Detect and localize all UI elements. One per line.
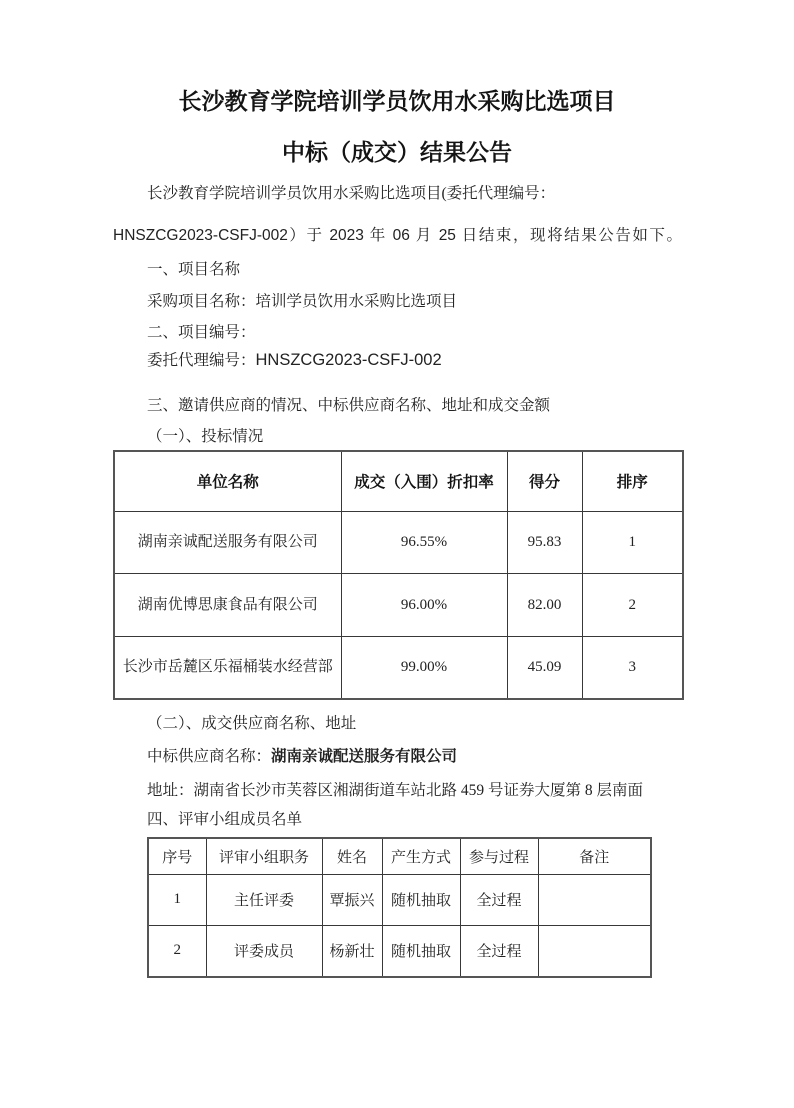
- review-header-role: 评审小组职务: [206, 838, 322, 874]
- agency-code-value: HNSZCG2023-CSFJ-002: [255, 351, 442, 369]
- table-row: [114, 636, 683, 699]
- remarks-cell: [538, 874, 651, 925]
- discount-rate-cell: 99.00%: [341, 636, 507, 699]
- review-header-participation: 参与过程: [460, 838, 538, 874]
- role-cell: 主任评委: [206, 874, 322, 925]
- index-cell: 1: [148, 874, 206, 925]
- rank-cell: 1: [582, 511, 683, 573]
- selection-method-cell: 随机抽取: [382, 925, 460, 977]
- section-1-heading: 一、项目名称: [147, 261, 241, 278]
- participation-cell: 全过程: [460, 874, 538, 925]
- page-title-line-1: 长沙教育学院培训学员饮用水采购比选项目: [178, 88, 616, 114]
- review-panel-table: [147, 837, 652, 978]
- review-header-name: 姓名: [322, 838, 382, 874]
- table-row: [114, 511, 683, 573]
- review-header-remarks: 备注: [538, 838, 651, 874]
- review-header-selection-method: 产生方式: [382, 838, 460, 874]
- table-row: [114, 573, 683, 636]
- bid-header-rank: 排序: [582, 451, 683, 511]
- table-row: [148, 874, 651, 925]
- table-row: [148, 925, 651, 977]
- supplier-name-cell: 长沙市岳麓区乐福桶装水经营部: [114, 636, 341, 699]
- rank-cell: 2: [582, 573, 683, 636]
- score-cell: 95.83: [507, 511, 582, 573]
- bid-header-supplier: 单位名称: [114, 451, 341, 511]
- participation-cell: 全过程: [460, 925, 538, 977]
- bid-table-header-row: [114, 451, 683, 511]
- name-cell: 杨新壮: [322, 925, 382, 977]
- selection-method-cell: 随机抽取: [382, 874, 460, 925]
- section-4-heading: 四、评审小组成员名单: [147, 811, 303, 828]
- review-table-header-row: [148, 838, 651, 874]
- bid-header-score: 得分: [507, 451, 582, 511]
- winning-supplier-line: [147, 746, 457, 768]
- winning-supplier-label: 中标供应商名称：: [147, 748, 272, 765]
- bid-header-discount-rate: 成交（入围）折扣率: [341, 451, 507, 511]
- name-cell: 覃振兴: [322, 874, 382, 925]
- index-cell: 2: [148, 925, 206, 977]
- winning-supplier-address-line: 地址：湖南省长沙市芙蓉区湘湖街道车站北路 459 号证券大厦第 8 层南面: [147, 782, 644, 799]
- discount-rate-cell: 96.55%: [341, 511, 507, 573]
- section-3-subheading-2: （二）、成交供应商名称、地址: [147, 715, 357, 732]
- role-cell: 评委成员: [206, 925, 322, 977]
- winning-supplier-name: 湖南亲诚配送服务有限公司: [271, 748, 458, 765]
- supplier-name-cell: 湖南优博思康食品有限公司: [114, 573, 341, 636]
- intro-paragraph-line-1: 长沙教育学院培训学员饮用水采购比选项目(委托代理编号：: [147, 185, 556, 202]
- score-cell: 82.00: [507, 573, 582, 636]
- agency-code-label: 委托代理编号：: [147, 352, 256, 369]
- section-3-subheading-1: （一）、投标情况: [147, 428, 264, 445]
- section-3-heading: 三、邀请供应商的情况、中标供应商名称、地址和成交金额: [147, 397, 551, 414]
- remarks-cell: [538, 925, 651, 977]
- rank-cell: 3: [582, 636, 683, 699]
- review-header-index: 序号: [148, 838, 206, 874]
- procurement-project-name-line: 采购项目名称：培训学员饮用水采购比选项目: [147, 293, 458, 310]
- page-title-line-2: 中标（成交）结果公告: [282, 139, 512, 165]
- section-2-heading: 二、项目编号：: [147, 324, 256, 341]
- agency-code-line: [147, 349, 442, 372]
- bid-results-table: [113, 450, 684, 700]
- intro-paragraph-line-2: HNSZCG2023-CSFJ-002）于 2023 年 06 月 25 日结束，现将结果公告如下。: [113, 227, 682, 244]
- score-cell: 45.09: [507, 636, 582, 699]
- discount-rate-cell: 96.00%: [341, 573, 507, 636]
- supplier-name-cell: 湖南亲诚配送服务有限公司: [114, 511, 341, 573]
